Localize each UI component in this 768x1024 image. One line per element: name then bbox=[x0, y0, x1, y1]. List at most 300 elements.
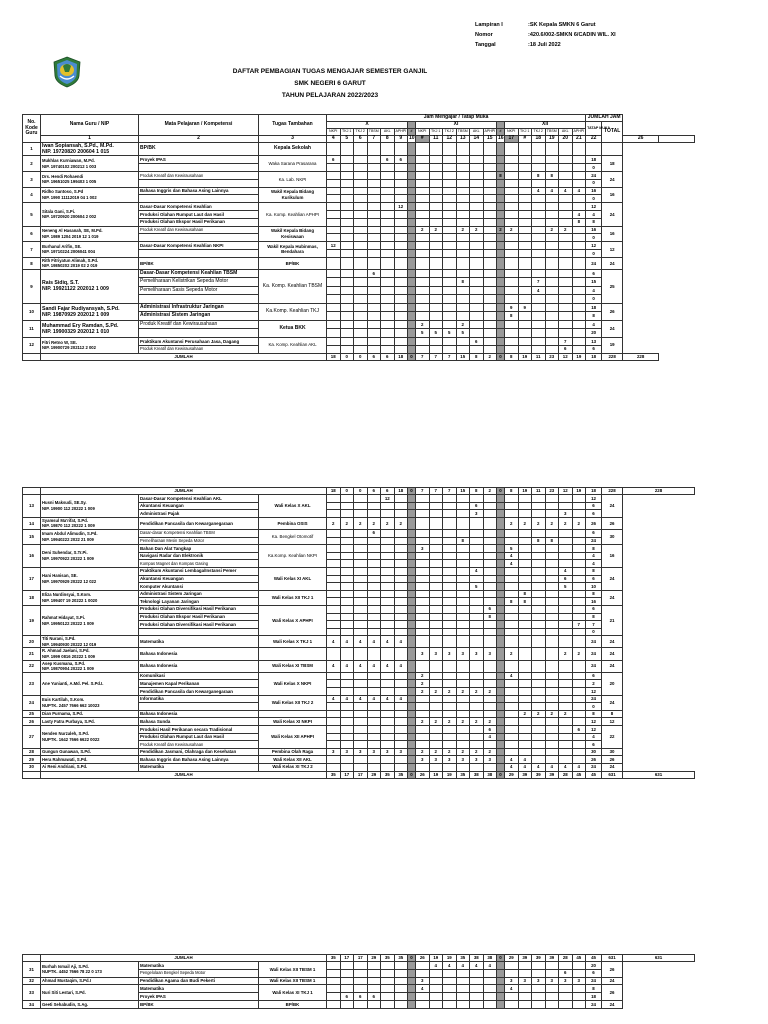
header-class: TKJ 2 bbox=[443, 129, 457, 136]
jumlah-value: 0 bbox=[408, 771, 416, 778]
hours-cell bbox=[470, 977, 484, 985]
hours-cell bbox=[354, 295, 368, 304]
hours-cell bbox=[367, 510, 381, 518]
hours-cell bbox=[367, 345, 381, 353]
hours-cell bbox=[456, 345, 470, 353]
total-value: 8 bbox=[602, 710, 623, 718]
jumlah-value: 19 bbox=[429, 771, 443, 778]
hours-cell bbox=[505, 695, 519, 703]
hours-cell bbox=[545, 195, 559, 203]
subject-cell: Praktikum Akuntansi Lembaga/Instansi Pemer bbox=[139, 567, 259, 575]
jumlah-value: 7 bbox=[416, 488, 430, 495]
hours-cell: 2 bbox=[505, 517, 519, 529]
teacher-nip: NIP. 1989 1204 2019 12 1 019 bbox=[42, 233, 99, 239]
hours-cell bbox=[443, 726, 457, 734]
hours-cell bbox=[408, 303, 416, 312]
hours-cell bbox=[408, 567, 416, 575]
hours-cell: 4 bbox=[518, 763, 532, 771]
hours-cell bbox=[429, 598, 443, 606]
hours-cell bbox=[429, 552, 443, 560]
additional-task: Ka.Komp. Keahlian NKPI bbox=[259, 545, 327, 568]
teacher-name: Iwan Sopiansah, S.Pd., M.Pd. bbox=[42, 143, 114, 149]
hours-cell bbox=[394, 242, 408, 250]
hours-cell bbox=[456, 605, 470, 613]
hours-cell bbox=[532, 312, 546, 321]
hours-cell: 3 bbox=[559, 510, 573, 518]
hours-cell bbox=[505, 733, 519, 741]
additional-task: Pembina Olah Raga bbox=[259, 748, 327, 756]
hours-cell bbox=[518, 680, 532, 688]
hours-cell bbox=[340, 337, 354, 345]
hours-cell bbox=[381, 320, 395, 329]
teacher-row bbox=[23, 726, 695, 734]
header-grade: XII bbox=[505, 122, 586, 129]
hours-cell bbox=[408, 660, 416, 672]
hours-cell bbox=[394, 756, 408, 764]
hours-cell bbox=[518, 187, 532, 195]
teacher-number: 23 bbox=[23, 672, 41, 695]
hours-cell bbox=[518, 583, 532, 591]
hours-cell bbox=[408, 605, 416, 613]
hours-cell bbox=[416, 210, 430, 218]
hours-cell bbox=[456, 575, 470, 583]
hours-cell bbox=[505, 621, 519, 629]
hours-cell bbox=[340, 257, 354, 269]
hours-cell bbox=[545, 210, 559, 218]
subject-cell: Informatika bbox=[139, 695, 259, 703]
teaching-table-part-1 bbox=[22, 114, 695, 361]
hours-cell bbox=[470, 303, 484, 312]
hours-cell bbox=[470, 529, 484, 537]
hours-cell bbox=[545, 502, 559, 510]
hours-cell bbox=[483, 695, 497, 703]
hours-cell: 3 bbox=[572, 977, 586, 985]
hours-cell bbox=[443, 763, 457, 771]
hours-cell bbox=[408, 312, 416, 321]
header-class: AKL bbox=[470, 129, 484, 136]
hours-cell bbox=[327, 495, 341, 503]
subject-cell: Produk Kreatif dan Kewirausahaan bbox=[139, 226, 259, 234]
hours-cell bbox=[456, 1000, 470, 1008]
hours-cell bbox=[483, 226, 497, 234]
hours-cell bbox=[327, 218, 341, 226]
subject-cell: Proyek IPAS bbox=[139, 156, 259, 164]
hours-cell bbox=[367, 756, 381, 764]
hours-cell bbox=[497, 286, 505, 295]
hours-cell bbox=[443, 517, 457, 529]
hours-cell bbox=[443, 278, 457, 287]
hours-cell bbox=[354, 495, 368, 503]
hours-cell: 2 bbox=[505, 226, 519, 234]
hours-cell bbox=[416, 278, 430, 287]
hours-cell bbox=[572, 613, 586, 621]
hours-cell bbox=[327, 234, 341, 242]
hours-cell bbox=[408, 985, 416, 993]
hours-cell bbox=[532, 985, 546, 993]
tatap-muka-value: 0 bbox=[586, 295, 602, 304]
hours-cell bbox=[327, 583, 341, 591]
document-heading bbox=[180, 66, 480, 102]
jumlah-value: 35 bbox=[381, 771, 395, 778]
hours-cell bbox=[340, 680, 354, 688]
hours-cell bbox=[572, 672, 586, 680]
tatap-muka-value: 4 bbox=[586, 210, 602, 218]
shaded-divider bbox=[497, 122, 505, 129]
hours-cell bbox=[572, 567, 586, 575]
hours-cell bbox=[443, 242, 457, 250]
hours-cell bbox=[470, 1000, 484, 1008]
hours-cell bbox=[408, 510, 416, 518]
tatap-muka-value: 0 bbox=[586, 249, 602, 257]
hours-cell bbox=[518, 648, 532, 660]
jumlah-value: 45 bbox=[572, 771, 586, 778]
hours-cell bbox=[483, 993, 497, 1001]
teacher-number: 15 bbox=[23, 529, 41, 544]
hours-cell bbox=[532, 756, 546, 764]
jumlah-label: JUMLAH bbox=[41, 955, 327, 962]
teacher-nip: NIP. 19720920 200604 2 002 bbox=[42, 214, 97, 220]
teacher-row bbox=[23, 648, 695, 660]
jumlah-value: 2 bbox=[483, 488, 497, 495]
subject-cell: Produk Kreatif dan Kewirausahaan bbox=[139, 345, 259, 353]
hours-cell: 3 bbox=[456, 648, 470, 660]
hours-cell bbox=[483, 286, 497, 295]
hours-cell bbox=[505, 688, 519, 696]
hours-cell: 2 bbox=[381, 517, 395, 529]
hours-cell bbox=[470, 187, 484, 195]
hours-cell bbox=[394, 345, 408, 353]
hours-cell bbox=[456, 660, 470, 672]
hours-cell bbox=[429, 164, 443, 172]
hours-cell bbox=[497, 187, 505, 195]
hours-cell: 4 bbox=[483, 733, 497, 741]
hours-cell bbox=[572, 203, 586, 211]
hours-cell bbox=[408, 286, 416, 295]
hours-cell bbox=[545, 337, 559, 345]
index-cell: 9 bbox=[394, 136, 408, 143]
tatap-muka-value: 8 bbox=[586, 312, 602, 321]
hours-cell bbox=[545, 726, 559, 734]
hours-cell: 3 bbox=[559, 977, 573, 985]
hours-cell bbox=[340, 985, 354, 993]
tatap-muka-value: 4 bbox=[586, 286, 602, 295]
hours-cell bbox=[381, 195, 395, 203]
hours-cell bbox=[572, 628, 586, 636]
hours-cell bbox=[408, 575, 416, 583]
tatap-muka-value: 10 bbox=[586, 583, 602, 591]
hours-cell bbox=[443, 164, 457, 172]
tatap-muka-value: 24 bbox=[586, 977, 602, 985]
hours-cell bbox=[572, 688, 586, 696]
hours-cell bbox=[354, 257, 368, 269]
hours-cell bbox=[483, 636, 497, 648]
hours-cell bbox=[505, 257, 519, 269]
jumlah-value: 18 bbox=[394, 353, 408, 360]
teacher-name: Nenden Nurzaleh, S.Pd. bbox=[42, 731, 90, 737]
hours-cell bbox=[456, 295, 470, 304]
hours-cell bbox=[354, 567, 368, 575]
hours-cell bbox=[327, 598, 341, 606]
hours-cell bbox=[545, 156, 559, 164]
hours-cell: 2 bbox=[483, 718, 497, 726]
hours-cell bbox=[559, 613, 573, 621]
hours-cell bbox=[394, 510, 408, 518]
hours-cell bbox=[416, 763, 430, 771]
hours-cell: 4 bbox=[381, 660, 395, 672]
hours-cell bbox=[354, 179, 368, 187]
hours-cell bbox=[340, 726, 354, 734]
hours-cell bbox=[429, 583, 443, 591]
hours-cell: 2 bbox=[429, 718, 443, 726]
hours-cell bbox=[532, 748, 546, 756]
jumlah-value: 7 bbox=[429, 488, 443, 495]
hours-cell bbox=[340, 269, 354, 278]
hours-cell bbox=[532, 164, 546, 172]
tatap-muka-value: 7 bbox=[586, 621, 602, 629]
hours-cell bbox=[456, 234, 470, 242]
hours-cell bbox=[340, 529, 354, 537]
hours-cell: 3 bbox=[483, 756, 497, 764]
hours-cell: 2 bbox=[559, 226, 573, 234]
hours-cell bbox=[340, 710, 354, 718]
hours-cell bbox=[408, 621, 416, 629]
hours-cell bbox=[354, 710, 368, 718]
index-cell: 7 bbox=[367, 136, 381, 143]
hours-cell bbox=[559, 545, 573, 553]
hours-cell bbox=[518, 560, 532, 568]
hours-cell bbox=[559, 688, 573, 696]
teacher-name-nip bbox=[41, 203, 139, 226]
tatap-muka-value: 24 bbox=[586, 660, 602, 672]
hours-cell bbox=[483, 312, 497, 321]
index-cell: 26 bbox=[623, 136, 659, 143]
hours-cell bbox=[483, 552, 497, 560]
hours-cell bbox=[497, 345, 505, 353]
total-value: 12 bbox=[602, 242, 623, 258]
hours-cell: 5 bbox=[505, 545, 519, 553]
hours-cell bbox=[545, 605, 559, 613]
additional-task: Wali Kelas XI TBSM bbox=[259, 660, 327, 672]
subject-cell bbox=[139, 249, 259, 257]
hours-cell bbox=[381, 710, 395, 718]
hours-cell bbox=[381, 172, 395, 180]
hours-cell bbox=[327, 226, 341, 234]
subject-cell: Manajemen Kapal Perikanan bbox=[139, 680, 259, 688]
teacher-name-nip bbox=[41, 320, 139, 337]
jumlah-value: 8 bbox=[505, 488, 519, 495]
hours-cell bbox=[354, 560, 368, 568]
jumlah-value: 0 bbox=[354, 488, 368, 495]
hours-cell bbox=[505, 628, 519, 636]
hours-cell bbox=[429, 234, 443, 242]
index-cell: 1 bbox=[41, 136, 139, 143]
hours-cell bbox=[429, 303, 443, 312]
hours-cell bbox=[559, 320, 573, 329]
hours-cell bbox=[354, 718, 368, 726]
index-cell: 12 bbox=[443, 136, 457, 143]
hours-cell bbox=[381, 628, 395, 636]
hours-cell bbox=[354, 312, 368, 321]
hours-cell: 3 bbox=[545, 977, 559, 985]
hours-cell bbox=[532, 203, 546, 211]
lampiran-block bbox=[475, 20, 616, 50]
hours-cell bbox=[381, 545, 395, 553]
hours-cell bbox=[505, 969, 519, 977]
hours-cell bbox=[505, 269, 519, 278]
teacher-number: 33 bbox=[23, 985, 41, 1001]
hours-cell bbox=[340, 312, 354, 321]
hours-cell bbox=[429, 312, 443, 321]
jumlah-value: 0 bbox=[408, 488, 416, 495]
hours-cell bbox=[545, 621, 559, 629]
hours-cell bbox=[327, 502, 341, 510]
additional-task: Ka. Lab. NKPI bbox=[259, 172, 327, 188]
hours-cell bbox=[394, 993, 408, 1001]
hours-cell bbox=[497, 636, 505, 648]
hours-cell bbox=[559, 234, 573, 242]
hours-cell bbox=[340, 703, 354, 711]
hours-cell bbox=[327, 143, 341, 156]
hours-cell bbox=[381, 179, 395, 187]
hours-cell: 4 bbox=[505, 756, 519, 764]
hours-cell bbox=[354, 502, 368, 510]
teacher-number: 21 bbox=[23, 648, 41, 660]
hours-cell bbox=[367, 312, 381, 321]
header-class: APHPI bbox=[394, 129, 408, 136]
hours-cell bbox=[354, 249, 368, 257]
hours-cell: 8 bbox=[456, 278, 470, 287]
hours-cell bbox=[456, 741, 470, 749]
hours-cell bbox=[545, 257, 559, 269]
jumlah-value: 631 bbox=[623, 771, 695, 778]
hours-cell bbox=[483, 575, 497, 583]
hours-cell bbox=[408, 688, 416, 696]
hours-cell: 5 bbox=[559, 583, 573, 591]
hours-cell bbox=[505, 172, 519, 180]
hours-cell bbox=[497, 1000, 505, 1008]
hours-cell bbox=[545, 286, 559, 295]
hours-cell bbox=[416, 529, 430, 537]
teacher-name: Gungun Gunawan, S.Pd. bbox=[42, 749, 91, 755]
hours-cell bbox=[456, 977, 470, 985]
hours-cell bbox=[456, 517, 470, 529]
hours-cell: 8 bbox=[532, 172, 546, 180]
hours-cell bbox=[408, 495, 416, 503]
hours-cell bbox=[518, 295, 532, 304]
hours-cell bbox=[545, 672, 559, 680]
header-class: NKPI bbox=[505, 129, 519, 136]
hours-cell bbox=[470, 636, 484, 648]
tatap-muka-value: 0 bbox=[586, 234, 602, 242]
hours-cell bbox=[381, 234, 395, 242]
hours-cell bbox=[559, 312, 573, 321]
hours-cell: 2 bbox=[559, 517, 573, 529]
hours-cell: 3 bbox=[416, 756, 430, 764]
west-java-emblem-logo bbox=[52, 56, 82, 88]
hours-cell bbox=[367, 195, 381, 203]
hours-cell bbox=[532, 179, 546, 187]
hours-cell bbox=[559, 621, 573, 629]
teacher-row bbox=[23, 756, 695, 764]
hours-cell: 4 bbox=[367, 695, 381, 703]
hours-cell bbox=[470, 628, 484, 636]
hours-cell bbox=[394, 590, 408, 598]
hours-cell bbox=[381, 187, 395, 195]
subject-cell: Produk Kreatif dan Kewirausahaan bbox=[139, 320, 259, 329]
jumlah-value: 7 bbox=[429, 353, 443, 360]
hours-cell bbox=[559, 257, 573, 269]
hours-cell bbox=[340, 234, 354, 242]
hours-cell bbox=[394, 598, 408, 606]
jumlah-value: 6 bbox=[381, 488, 395, 495]
hours-cell bbox=[532, 560, 546, 568]
hours-cell bbox=[327, 286, 341, 295]
hours-cell bbox=[456, 303, 470, 312]
hours-cell bbox=[497, 329, 505, 338]
hours-cell bbox=[443, 303, 457, 312]
subject-cell: Produksi Hasil Perikanan secara Tradisional bbox=[139, 726, 259, 734]
hours-cell bbox=[381, 590, 395, 598]
additional-task: Wakil Kepala Bidang Kesiswaan bbox=[259, 226, 327, 242]
index-cell: 21 bbox=[572, 136, 586, 143]
hours-cell bbox=[505, 278, 519, 287]
teacher-name: Eliza Nurdinsyai, S.Kom. bbox=[42, 592, 92, 598]
hours-cell bbox=[532, 598, 546, 606]
subject-cell: Pemeliharaan Sasis Sepeda Motor bbox=[139, 286, 259, 295]
hours-cell bbox=[394, 977, 408, 985]
hours-cell bbox=[381, 726, 395, 734]
hours-cell bbox=[518, 495, 532, 503]
hours-cell bbox=[416, 164, 430, 172]
hours-cell bbox=[327, 763, 341, 771]
hours-cell bbox=[456, 156, 470, 164]
subject-cell: Pemeliharaan Kelistrikan Sepeda Motor bbox=[139, 278, 259, 287]
hours-cell bbox=[518, 545, 532, 553]
hours-cell bbox=[572, 502, 586, 510]
subject-cell: Produksi Olahan Rumput Laut dan Hasil bbox=[139, 210, 259, 218]
hours-cell: 4 bbox=[559, 187, 573, 195]
teacher-row bbox=[23, 660, 695, 672]
total-value: 26 bbox=[602, 517, 623, 529]
hours-cell: 7 bbox=[572, 621, 586, 629]
teacher-number: 24 bbox=[23, 695, 41, 710]
hours-cell bbox=[340, 575, 354, 583]
hours-cell bbox=[559, 741, 573, 749]
teacher-number: 26 bbox=[23, 718, 41, 726]
hours-cell bbox=[559, 598, 573, 606]
hours-cell bbox=[408, 195, 416, 203]
jumlah-value: 19 bbox=[429, 955, 443, 962]
teacher-row bbox=[23, 763, 695, 771]
jumlah-value: 19 bbox=[443, 771, 457, 778]
hours-cell: 3 bbox=[416, 545, 430, 553]
hours-cell bbox=[470, 164, 484, 172]
hours-cell bbox=[416, 187, 430, 195]
hours-cell bbox=[429, 295, 443, 304]
teacher-name: Titi Nurani, S.Pd. bbox=[42, 636, 76, 642]
hours-cell: 6 bbox=[483, 605, 497, 613]
teacher-name: Sandi Fajar Rudiyansyah, S.Pd. bbox=[42, 305, 120, 312]
hours-cell bbox=[416, 203, 430, 211]
hours-cell: 4 bbox=[327, 695, 341, 703]
header-class: TBSM bbox=[367, 129, 381, 136]
hours-cell bbox=[429, 179, 443, 187]
jumlah-value: 19 bbox=[443, 955, 457, 962]
hours-cell bbox=[505, 567, 519, 575]
additional-task: BP/BK bbox=[259, 1000, 327, 1008]
hours-cell bbox=[483, 628, 497, 636]
hours-cell bbox=[532, 575, 546, 583]
